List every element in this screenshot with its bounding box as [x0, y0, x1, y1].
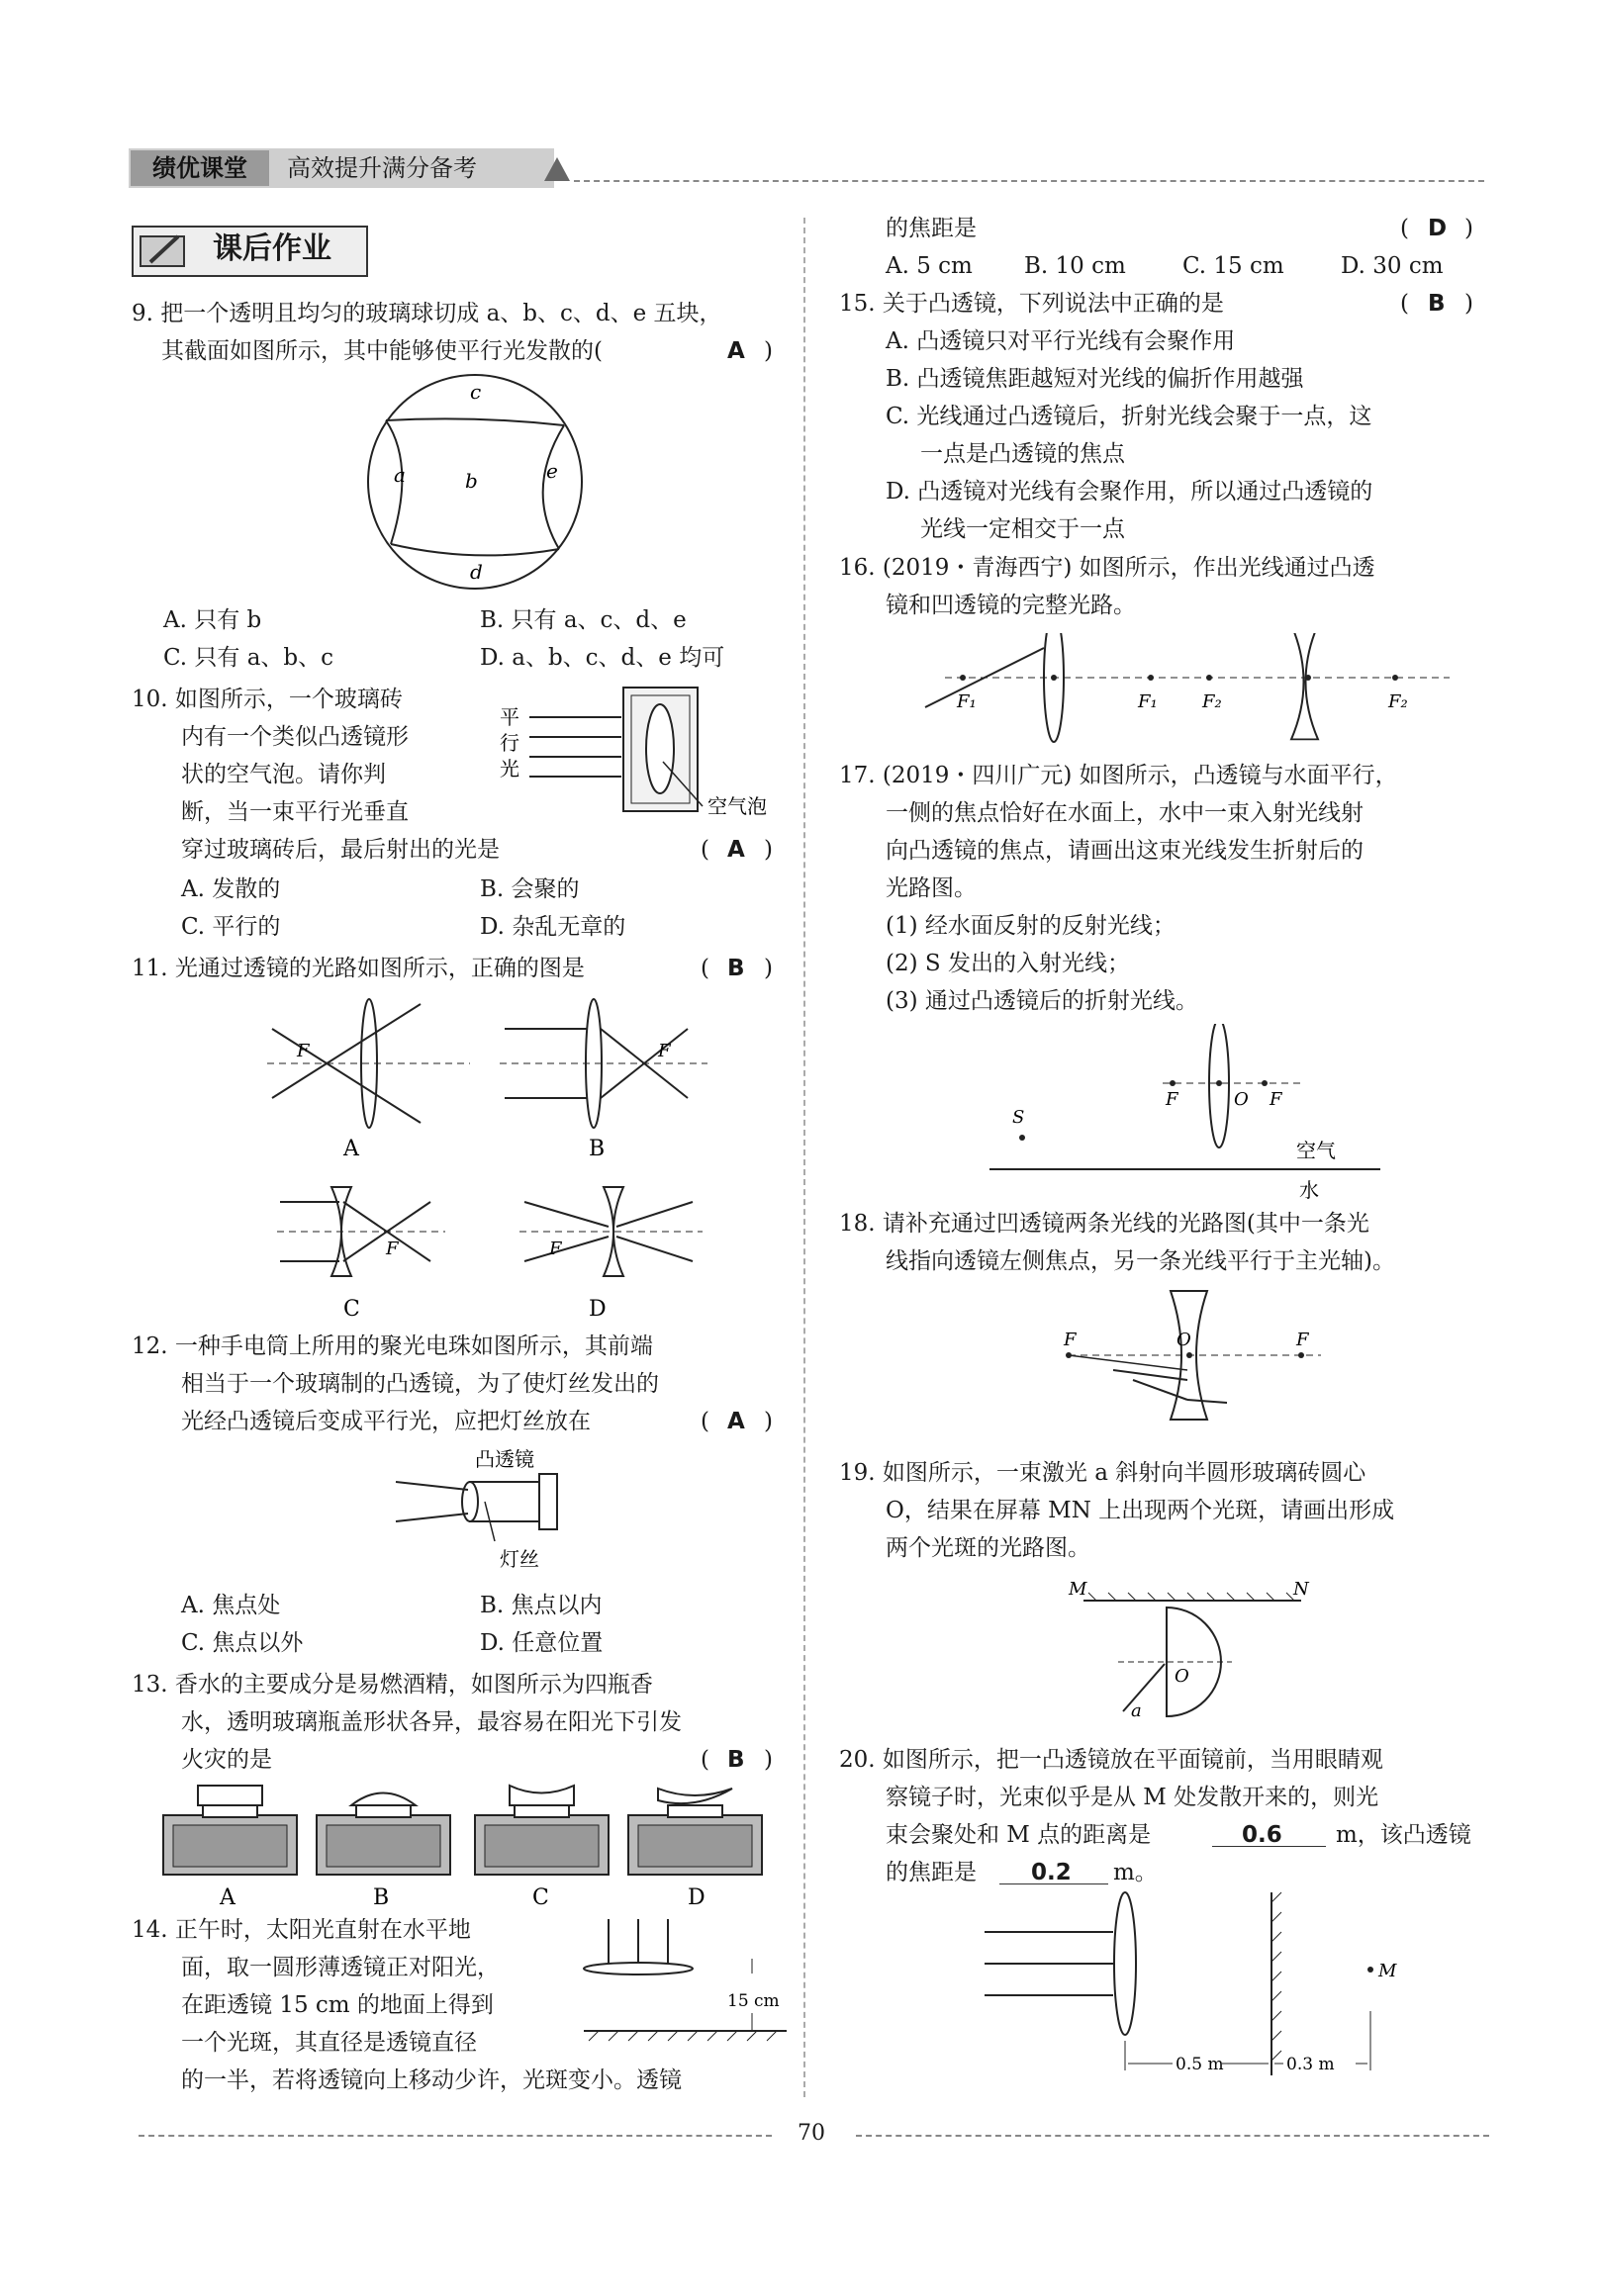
q10-answer: A: [727, 837, 745, 863]
q19-label-o: O: [1175, 1666, 1189, 1687]
q14-option-b: B. 10 cm: [1024, 253, 1126, 279]
q11-close-paren: ): [764, 956, 773, 981]
q10-line1: 10. 如图所示，一个玻璃砖: [132, 687, 403, 712]
q20-label-m: M: [1378, 1961, 1397, 1981]
q12-option-c: C. 焦点以外: [181, 1630, 304, 1656]
q16-line2: 镜和凹透镜的完整光路。: [886, 593, 1136, 618]
q9-line2: 其截面如图所示，其中能够使平行光发散的(: [161, 338, 603, 364]
q19-label-a: a: [1131, 1700, 1142, 1721]
header-tag: 绩优课堂: [131, 150, 269, 186]
q17-label-f-left: F: [1166, 1089, 1178, 1110]
q9-label-b: b: [465, 469, 478, 493]
q17-label-air: 空气: [1296, 1139, 1336, 1162]
pencil-icon: [139, 230, 190, 270]
q9-line1: 9. 把一个透明且均匀的玻璃球切成 a、b、c、d、e 五块，: [132, 301, 722, 326]
q14-answer: D: [1428, 216, 1448, 241]
q11-label-d: D: [589, 1297, 607, 1322]
q17-line1: 17. (2019・四川广元) 如图所示，凸透镜与水面平行，: [839, 763, 1398, 788]
q10-line3: 状的空气泡。请你判: [181, 762, 386, 787]
q10-open-paren: (: [701, 837, 709, 863]
q14-line3: 在距透镜 15 cm 的地面上得到: [181, 1992, 494, 2018]
q10-light-label-1: 平: [500, 705, 519, 729]
q11-open-paren: (: [701, 956, 709, 981]
q18-concave-lens-figure: [1054, 1286, 1331, 1429]
q20-line1: 20. 如图所示，把一凸透镜放在平面镜前，当用眼睛观: [839, 1747, 1383, 1773]
q12-close-paren: ): [764, 1409, 773, 1434]
q15-option-c-cont: 一点是凸透镜的焦点: [920, 441, 1125, 467]
q17-label-s: S: [1012, 1107, 1025, 1128]
q9-option-a: A. 只有 b: [163, 607, 262, 633]
q20-lens-mirror-figure: [975, 1887, 1410, 2085]
q17-label-o: O: [1234, 1089, 1249, 1110]
q13-label-b: B: [373, 1885, 390, 1909]
q17-line4: 光路图。: [886, 875, 977, 901]
q16-label-f2-left: F₂: [1202, 691, 1222, 712]
q20-answer2: 0.2: [1031, 1860, 1072, 1885]
q10-close-paren: ): [764, 837, 773, 863]
q9-option-c: C. 只有 a、b、c: [163, 645, 334, 671]
q14-option-a: A. 5 cm: [886, 253, 973, 279]
header-rule: [574, 180, 1484, 182]
q11-b-focus: F: [658, 1041, 671, 1061]
q15-answer: B: [1428, 291, 1446, 317]
q19-line2: O，结果在屏幕 MN 上出现两个光斑，请画出形成: [886, 1498, 1395, 1523]
q9-label-e: e: [546, 459, 558, 483]
q20-answer1: 0.6: [1242, 1822, 1282, 1848]
q10-option-b: B. 会聚的: [480, 876, 580, 902]
q12-option-b: B. 焦点以内: [480, 1593, 603, 1618]
q12-line1: 12. 一种手电筒上所用的聚光电珠如图所示，其前端: [132, 1333, 653, 1359]
q10-option-a: A. 发散的: [181, 876, 281, 902]
q12-line2: 相当于一个玻璃制的凸透镜，为了使灯丝发出的: [181, 1371, 659, 1397]
q17-label-water: 水: [1299, 1178, 1319, 1202]
q16-label-f1-right: F₁: [1138, 691, 1158, 712]
q17-line6: (2) S 发出的入射光线；: [886, 951, 1130, 976]
q16-label-f1-left: F₁: [957, 691, 977, 712]
q13-label-c: C: [532, 1885, 549, 1909]
q9-close-paren: ): [764, 338, 773, 364]
footer-rule-left: [139, 2135, 772, 2137]
q14-option-c: C. 15 cm: [1182, 253, 1284, 279]
q15-option-c: C. 光线通过凸透镜后，折射光线会聚于一点，这: [886, 404, 1372, 429]
q14-line5: 的一半，若将透镜向上移动少许，光斑变小。透镜: [181, 2067, 682, 2093]
q9-option-d: D. a、b、c、d、e 均可: [480, 645, 725, 671]
q11-c-focus: F: [386, 1239, 399, 1259]
q13-label-a: A: [220, 1885, 235, 1909]
q14-option-d: D. 30 cm: [1341, 253, 1444, 279]
q12-lens-label: 凸透镜: [475, 1447, 534, 1471]
q18-line2: 线指向透镜左侧焦点，另一条光线平行于主光轴)。: [886, 1248, 1395, 1274]
q11-text: 11. 光通过透镜的光路如图所示，正确的图是: [132, 956, 585, 981]
q13-label-d: D: [688, 1885, 706, 1909]
q20-blank1: [1212, 1846, 1326, 1847]
q10-line4: 断，当一束平行光垂直: [181, 799, 409, 825]
header-subtitle: 高效提升满分备考: [287, 154, 477, 182]
q18-label-f-right: F: [1296, 1330, 1309, 1350]
q20-line4a: 的焦距是: [886, 1860, 977, 1885]
q10-light-label-3: 光: [500, 757, 519, 781]
q16-line1: 16. (2019・青海西宁) 如图所示，作出光线通过凸透: [839, 555, 1375, 581]
q12-open-paren: (: [701, 1409, 709, 1434]
q18-label-o: O: [1176, 1330, 1191, 1350]
q13-line1: 13. 香水的主要成分是易燃酒精，如图所示为四瓶香: [132, 1672, 653, 1698]
q10-bubble-label: 空气泡: [707, 794, 767, 818]
q9-glass-ball-figure: [356, 371, 594, 598]
q12-filament-label: 灯丝: [500, 1547, 539, 1571]
q17-line5: (1) 经水面反射的反射光线；: [886, 913, 1176, 939]
q17-lens-water-figure: [985, 1024, 1390, 1212]
q20-label-d2: 0.3 m: [1286, 2055, 1335, 2074]
q11-lens-figures: [252, 989, 717, 1326]
q13-perfume-bottles-figure: [158, 1781, 772, 1909]
q17-line7: (3) 通过凸透镜后的折射光线。: [886, 988, 1198, 1014]
column-divider: [803, 218, 805, 2097]
q20-line4b: m。: [1113, 1860, 1158, 1885]
q14-sunlight-figure: [579, 1914, 792, 2053]
q11-d-focus: F: [549, 1239, 562, 1259]
q11-label-a: A: [343, 1137, 359, 1161]
q9-label-a: a: [394, 463, 406, 487]
q13-open-paren: (: [701, 1747, 709, 1773]
q14-line4: 一个光斑，其直径是透镜直径: [181, 2030, 477, 2056]
q10-line2: 内有一个类似凸透镜形: [181, 724, 409, 750]
q20-label-d1: 0.5 m: [1176, 2055, 1224, 2074]
q15-open-paren: (: [1400, 291, 1409, 317]
q10-option-d: D. 杂乱无章的: [480, 914, 626, 940]
q10-light-label-2: 行: [500, 731, 519, 755]
q17-line3: 向凸透镜的焦点，请画出这束光线发生折射后的: [886, 838, 1364, 864]
q13-close-paren: ): [764, 1747, 773, 1773]
q19-line3: 两个光斑的光路图。: [886, 1535, 1090, 1561]
q14-line1: 14. 正午时，太阳光直射在水平地: [132, 1917, 471, 1943]
q18-line1: 18. 请补充通过凹透镜两条光线的光路图(其中一条光: [839, 1211, 1369, 1237]
q9-answer: A: [727, 338, 745, 364]
q11-label-c: C: [343, 1297, 360, 1322]
q18-label-f-left: F: [1064, 1330, 1077, 1350]
q12-flashlight-figure: [391, 1442, 589, 1576]
q15-option-a: A. 凸透镜只对平行光线有会聚作用: [886, 328, 1236, 354]
q15-close-paren: ): [1464, 291, 1473, 317]
q13-answer: B: [727, 1747, 745, 1773]
q11-a-focus: F: [297, 1041, 310, 1061]
q16-lens-figure: [915, 633, 1469, 752]
page-number: 70: [798, 2121, 825, 2146]
q15-option-b: B. 凸透镜焦距越短对光线的偏折作用越强: [886, 366, 1304, 392]
q10-option-c: C. 平行的: [181, 914, 281, 940]
q9-label-d: d: [470, 560, 483, 584]
q15-option-d: D. 凸透镜对光线有会聚作用，所以通过凸透镜的: [886, 479, 1373, 505]
q20-line3a: 束会聚处和 M 点的距离是: [886, 1822, 1152, 1848]
q14-distance-label: 15 cm: [727, 1991, 780, 2011]
q15-option-d-cont: 光线一定相交于一点: [920, 516, 1125, 542]
q13-line3: 火灾的是: [181, 1747, 272, 1773]
q12-option-a: A. 焦点处: [181, 1593, 281, 1618]
q12-option-d: D. 任意位置: [480, 1630, 604, 1656]
q15-text: 15. 关于凸透镜，下列说法中正确的是: [839, 291, 1224, 317]
q11-label-b: B: [589, 1137, 606, 1161]
q14-line2: 面，取一圆形薄透镜正对阳光，: [181, 1955, 500, 1980]
q14-close-paren: ): [1464, 216, 1473, 241]
q19-semicircle-figure: [1064, 1573, 1321, 1731]
q20-blank2: [999, 1883, 1108, 1884]
q20-line2: 察镜子时，光束似乎是从 M 处发散开来的，则光: [886, 1785, 1379, 1810]
q17-label-f-right: F: [1270, 1089, 1282, 1110]
q10-line5: 穿过玻璃砖后，最后射出的光是: [181, 837, 500, 863]
footer-rule-right: [856, 2135, 1489, 2137]
q14-cont-text: 的焦距是: [886, 216, 977, 241]
q16-label-f2-right: F₂: [1388, 691, 1408, 712]
q20-line3b: m，该凸透镜: [1336, 1822, 1471, 1848]
q19-line1: 19. 如图所示，一束激光 a 斜射向半圆形玻璃砖圆心: [839, 1460, 1366, 1486]
q10-glass-brick-figure: [490, 683, 797, 821]
q9-option-b: B. 只有 a、c、d、e: [480, 607, 687, 633]
q19-label-n: N: [1293, 1579, 1309, 1600]
section-title: 课后作业: [213, 231, 331, 266]
q13-line2: 水，透明玻璃瓶盖形状各异，最容易在阳光下引发: [181, 1709, 682, 1735]
header-triangle-icon: [542, 153, 572, 183]
q12-answer: A: [727, 1409, 745, 1434]
q17-line2: 一侧的焦点恰好在水面上，水中一束入射光线射: [886, 800, 1364, 826]
q9-label-c: c: [470, 380, 482, 404]
q19-label-m: M: [1069, 1579, 1087, 1600]
q11-answer: B: [727, 956, 745, 981]
q14-open-paren: (: [1400, 216, 1409, 241]
q12-line3: 光经凸透镜后变成平行光，应把灯丝放在: [181, 1409, 591, 1434]
